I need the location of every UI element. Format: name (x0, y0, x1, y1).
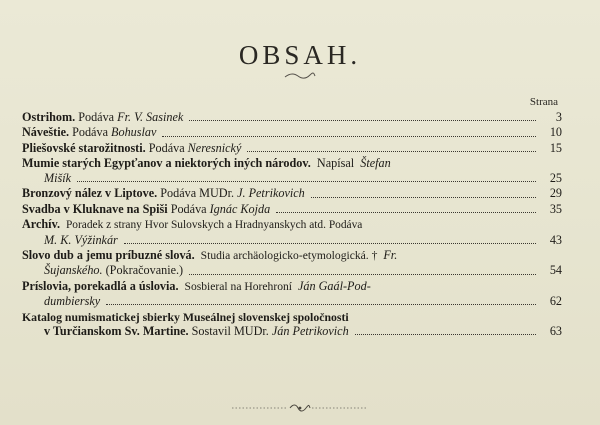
entry-author-cont: M. K. Výžinkár (44, 232, 118, 247)
page-column-header: Strana (529, 96, 558, 108)
entry-title: Príslovia, porekadlá a úslovia. (22, 278, 179, 293)
entry-author: Ignác Kojda (209, 201, 271, 216)
entry-text: Podáva (75, 110, 118, 124)
entry-author: J. Petrikovich (237, 186, 305, 201)
entry-page: 62 (549, 294, 562, 309)
entry-page: 63 (549, 323, 562, 338)
entry-author: Fr. (383, 247, 398, 262)
entry-text-cont: (Pokračovanie.) (102, 263, 184, 278)
entry-title: Bronzový nález v Liptove. (22, 186, 158, 201)
entry-author: Štefan (360, 156, 391, 171)
entry-title-cont: v Turčianskom Sv. Martine. (44, 323, 189, 338)
title-flourish-icon (283, 72, 317, 80)
entry-page: 25 (549, 170, 562, 185)
entry-page: 35 (549, 201, 562, 216)
entry-title: Pliešovské starožitnosti. (22, 140, 146, 155)
entry-text: Podáva (167, 201, 210, 216)
entry-page: 15 (549, 140, 562, 155)
entry-author-cont: dumbiersky (44, 294, 101, 309)
leader-dots (276, 211, 536, 213)
toc-entry[interactable] (22, 310, 562, 339)
entry-author: Ján Gaál-Pod- (297, 278, 371, 293)
leader-dots (124, 242, 536, 244)
entry-author-cont: Ján Petrikovich (271, 323, 349, 338)
entry-author-cont: Šujanského. (44, 263, 103, 278)
toc-entry[interactable] (22, 217, 562, 247)
leader-dots (355, 333, 536, 335)
toc-entry[interactable] (22, 141, 562, 155)
toc-entry[interactable] (22, 156, 562, 185)
page-title: OBSAH. (238, 40, 362, 70)
toc-entry[interactable] (22, 110, 562, 124)
entry-author: Bohuslav (111, 125, 157, 140)
entry-text: Napísal (313, 156, 358, 171)
entry-page: 10 (549, 125, 562, 140)
table-of-contents (22, 110, 562, 339)
toc-entry[interactable] (22, 202, 562, 216)
entry-author-cont: Mišík (44, 170, 72, 185)
footer-ornament-icon (232, 402, 368, 414)
entry-author: Neresnický (187, 140, 242, 155)
entry-text: Podáva MUDr. (157, 186, 238, 201)
entry-title: Ostrihom. (22, 110, 76, 124)
toc-entry[interactable] (22, 125, 562, 139)
toc-entry[interactable] (22, 279, 562, 309)
entry-page: 29 (549, 186, 562, 201)
entry-title: Náveštie. (22, 125, 70, 140)
entry-text: Podáva (145, 140, 188, 155)
entry-text: Studia archäologicko-etymologická. † (197, 248, 381, 262)
leader-dots (311, 196, 536, 198)
entry-title: Svadba v Kluknave na Spiši (22, 201, 168, 216)
entry-page: 54 (549, 263, 562, 278)
entry-text: Sosbieral na Horehroní (181, 279, 295, 293)
leader-dots (106, 303, 536, 305)
entry-title: Katalog numismatickej sbierky Museálnej slovenskej spoločnosti (22, 309, 349, 324)
leader-dots (247, 150, 536, 152)
toc-entry[interactable] (22, 248, 562, 278)
entry-text-cont: Sostavil MUDr. (188, 323, 272, 338)
entry-title: Slovo dub a jemu príbuzné slová. (22, 247, 195, 262)
entry-page: 3 (555, 110, 562, 124)
entry-text: Poradek z strany Hvor Sulovskych a Hradnyanskych atd. Podáva (63, 219, 363, 232)
leader-dots (77, 180, 536, 182)
entry-title: Mumie starých Egypťanov a niektorých iných národov. (22, 156, 311, 171)
entry-page: 43 (549, 232, 562, 247)
leader-dots (189, 273, 536, 275)
entry-author: Fr. V. Sasinek (117, 110, 184, 124)
toc-entry[interactable] (22, 186, 562, 200)
entry-title: Archív. (22, 217, 61, 232)
entry-text: Podáva (69, 125, 112, 140)
leader-dots (189, 119, 536, 121)
leader-dots (162, 135, 536, 137)
